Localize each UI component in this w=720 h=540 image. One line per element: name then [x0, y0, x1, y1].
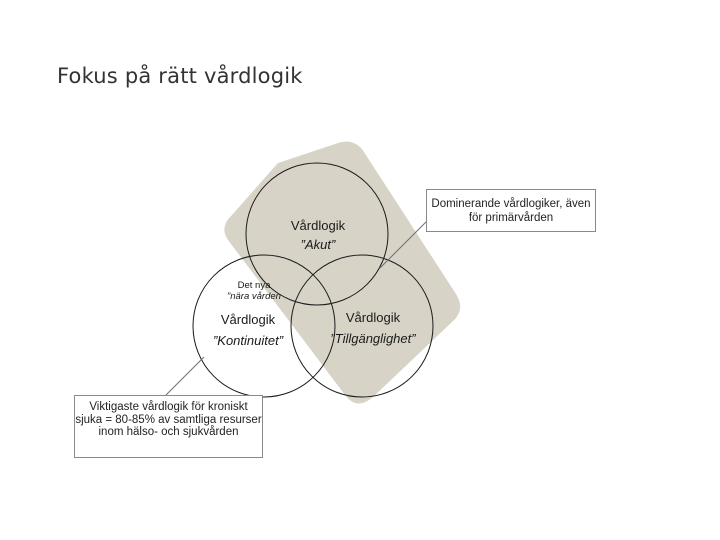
callout-dominant-logics: Dominerande vårdlogiker, även för primärvården	[426, 189, 596, 232]
callout-chronic-care: Viktigaste vårdlogik för kroniskt sjuka = 80-85% av samtliga resurser inom hälso- och sjukvården	[74, 395, 263, 458]
akut-sublabel: ”Akut”	[300, 237, 336, 252]
overlap-note-line1: Det nya	[237, 280, 271, 291]
kontinuitet-label: Vårdlogik	[220, 312, 276, 327]
overlap-note-line2: ”nära vården	[227, 291, 281, 302]
highlight-shape	[224, 141, 460, 403]
tillganglighet-label: Vårdlogik	[345, 310, 401, 325]
akut-label: Vårdlogik	[290, 218, 346, 233]
kontinuitet-sublabel: ”Kontinuitet”	[212, 333, 284, 348]
tillganglighet-sublabel: ”Tillgänglighet”	[330, 331, 416, 346]
connector-important	[166, 357, 204, 395]
slide-title: Fokus på rätt vårdlogik	[57, 64, 303, 88]
